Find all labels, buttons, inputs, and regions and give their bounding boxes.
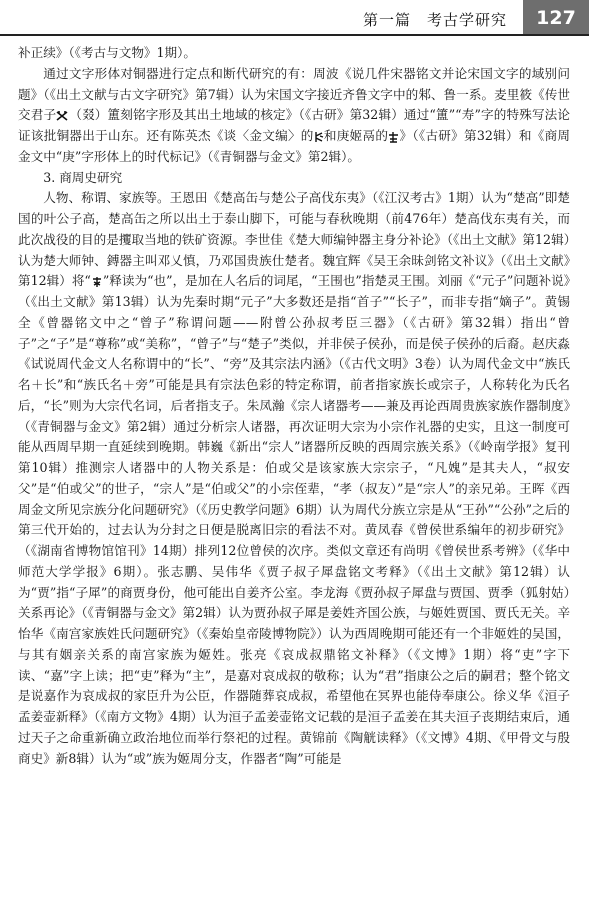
section-heading: 3. 商周史研究 xyxy=(43,169,123,185)
text-run: 通过文字形体对铜器进行定点和断代研究的有：周波《说几件宋器铭文并论宋国文字的域别问题》（《出土文献与古文字研究》第7辑）认为宋国文字接近齐鲁文字中的邾、鲁一系。麦里筱《传世交君子 xyxy=(18,65,570,123)
paragraph xyxy=(18,64,570,168)
text-run: 》（《古研》第32辑）和《商周金文中“庚”字形体上的时代标记》（《青铜器与金文》第2辑）。 xyxy=(18,128,571,164)
glyph-image-jiao xyxy=(56,110,69,122)
chapter-title: 第一篇 考古学研究 xyxy=(362,11,507,29)
text-run: （叕）簠刻铭字形及其出土地域的核定》（《古研》第32辑）通过“簠”“寿”字的特殊写法论证该批铜器出于山东。还有陈英杰《谈〈金文编〉的 xyxy=(18,107,570,143)
text-run: ”释读为“也”，是加在人名后的词尾，“王围也”指楚灵王围。刘丽《“元子”问题补说》（《出土文献》第13辑）认为先秦时期“元子”大多数还是指“首子”“长子”，而非专指“嫡子”。黄锡全《曾器铭文中之“曾子”称谓问题——附曾公孙叔考臣三器》（《古研》第32辑）指出“曾子”之“子”是“尊称”或“美称”，“曾子”与“楚子”类似，并非侯子侯孙，而是侯子侯孙的后裔。赵庆淼《试说周代金文人名称谓中的“长”、“旁”及其宗法内涵》（《古代文明》3卷）认为周代金文中“族氏名＋长”和“族氏名＋旁”可能是具有宗法色彩的特定称谓，前者指家族长或宗子，人称转化为氏名后，“长”则为大宗代名词，后者指支子。朱凤瀚《宗人诸器考——兼及再论西周贵族家族作器制度》（《青铜器与金文》第2辑）通过分析宗人诸器，再次证明大宗为小宗作礼器的史实，且这一制度可能从西周早期一直延续到晚期。韩巍《新出“宗人”诸器所反映的西周宗族关系》（《岭南学报》复刊第10辑）推测宗人诸器中的人物关系是：伯或父是该家族大宗宗子，“凡媿”是其夫人，“叔安父”是“伯或父”的世子，“宗人”是“伯或父”的小宗侄辈，“孝（叔友）”是“宗人”的亲兄弟。王晖《西周金文所见宗族分化问题研究》（《历史教学问题》6期）认为周代分族立宗是从“王孙”“公孙”之后的第三代开始的，过去认为分封之日便是脱离旧宗的看法不对。黄凤春《曾侯世系编年的初步研究》（《湖南省博物馆馆刊》14期）排列12位曾侯的次序。类似文章还有尚明《曾侯世系考辨》（《华中师范大学学报》6期）。张志鹏、吴伟华《贾子叔子犀盘铭文考释》（《出土文献》第12辑）认为“贾”指“子犀”的商贾身份，他可能出自姜齐公室。李龙海《贾孙叔子犀盘与贾国、贾季（狐射姑）关系再论》（《青铜器与金文》第2辑）认为贾孙叔子犀是姜姓齐国公族，与姬姓贾国、贾氏无关。辛怡华《南宫家族姓氏问题研究》（《秦始皇帝陵博物院》）认为西周晚期可能还有一个非姬姓的吴国，与其有姻亲关系的南宫家族为姬姓。张亮《哀成叔鼎铭文补释》（《文博》1期）将“吏”字下读、“嘉”字上读；把“吏”释为“主”，是嘉对哀成叔的敬称；认为“君”指康公之后的嗣君；整个铭文是说嘉作为哀成叔的家臣升为公臣，作器随葬哀成叔，希望他在冥界也能侍奉康公。徐义华《洹子孟姜壶新释》（《南方文物》4期）认为洹子孟姜壶铭文记载的是洹子孟姜在其夫洹子丧期结束后，通过天子之命重新确立政治地位而举行祭祀的过程。黄锦前《陶觥读释》（《文博》4期、《甲骨文与殷商史》新8辑）认为“或”族为姬周分支，作器者“陶”可能是 xyxy=(18,273,570,766)
glyph-image-ancient-char xyxy=(388,131,399,143)
body-text xyxy=(18,43,570,769)
running-header xyxy=(0,0,589,40)
header-rule xyxy=(0,34,589,36)
text-run: 补正续》（《考古与文物》1期）。 xyxy=(18,45,197,60)
paragraph xyxy=(18,188,570,769)
text-run: 人物、称谓、家族等。王恩田《楚高缶与楚公子高伐东夷》（《江汉考古》1期）认为“楚高”即楚国的叶公子高，楚高缶之所以出土于泰山脚下，可能与春秋晚期（前476年）楚高伐东夷有关，而此次战役的目的是攫取当地的铁矿资源。李世佳《楚大师编钟器主身分补论》（《出土文献》第12辑）认为楚大师钟、鎛器主叫邓乂慎，乃邓国贵族仕楚者。魏宜辉《吴王余昧剑铭文补议》（《出土文献》第12辑）将“ xyxy=(18,190,570,289)
paragraph xyxy=(18,43,570,64)
glyph-image-ancient-char xyxy=(91,276,103,288)
page-number: 127 xyxy=(523,0,589,36)
text-run: 和庚姬鬲的 xyxy=(323,128,389,143)
glyph-image-ancient-char xyxy=(314,131,324,143)
